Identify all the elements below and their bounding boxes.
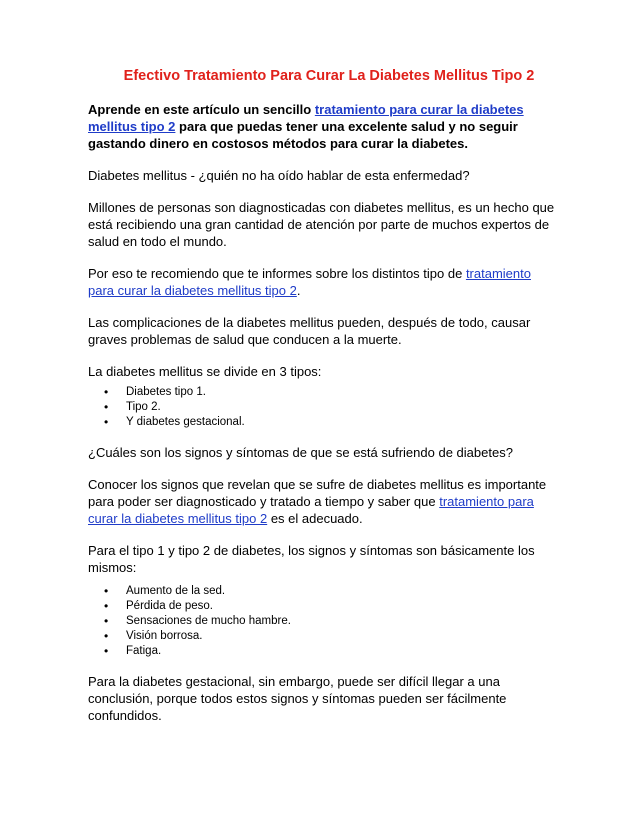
- paragraph-millions: Millones de personas son diagnosticadas con diabetes mellitus, es un hecho que está recibiendo una gran cantidad de atención por parte de muchos expertos de salud en todo el mundo.: [88, 200, 555, 249]
- intro-text-before: Aprende en este artículo un sencillo: [88, 102, 315, 117]
- knowing-text-before: Conocer los signos que revelan que se sufre de diabetes mellitus es importante para poder ser diagnosticado y tratado a tiempo y saber que: [88, 477, 547, 509]
- paragraph-recommend: [88, 265, 560, 299]
- intro-paragraph: [88, 101, 560, 152]
- recommend-treatment-link[interactable]: tratamiento para curar la diabetes mellitus tipo 2: [88, 266, 531, 298]
- paragraph-question: Diabetes mellitus - ¿quién no ha oído hablar de esta enfermedad?: [88, 168, 470, 183]
- knowing-text-after: es el adecuado.: [267, 511, 363, 526]
- paragraph-knowing: [88, 476, 560, 527]
- list-item: • Fatiga.: [88, 644, 560, 659]
- knowing-treatment-link[interactable]: tratamiento para curar la diabetes mellitus tipo 2: [88, 494, 534, 526]
- paragraph-gestational: Para la diabetes gestacional, sin embargo, puede ser difícil llegar a una conclusión, porque todos estos signos y síntomas pueden ser fácilmente confundidos.: [88, 674, 507, 723]
- paragraph-types-intro: La diabetes mellitus se divide en 3 tipos:: [88, 364, 322, 379]
- paragraph-signs-question: ¿Cuáles son los signos y síntomas de que se está sufriendo de diabetes?: [88, 445, 513, 460]
- list-item: • Tipo 2.: [88, 400, 560, 415]
- page-title: Efectivo Tratamiento Para Curar La Diabetes Mellitus Tipo 2: [123, 68, 535, 84]
- paragraph-complications: Las complicaciones de la diabetes mellitus pueden, después de todo, causar graves problemas de salud que conducen a la muerte.: [88, 315, 531, 347]
- list-item: • Y diabetes gestacional.: [88, 415, 560, 430]
- list-item: • Visión borrosa.: [88, 629, 560, 644]
- symptoms-list: [88, 584, 560, 659]
- recommend-text-before: Por eso te recomiendo que te informes sobre los distintos tipo de: [88, 266, 466, 281]
- paragraph-type-symptoms: Para el tipo 1 y tipo 2 de diabetes, los signos y síntomas son básicamente los mismos:: [88, 543, 535, 575]
- types-list: [88, 385, 560, 430]
- document-page: [88, 68, 560, 739]
- list-item: • Diabetes tipo 1.: [88, 385, 560, 400]
- list-item: • Pérdida de peso.: [88, 599, 560, 614]
- list-item: • Aumento de la sed.: [88, 584, 560, 599]
- list-item: • Sensaciones de mucho hambre.: [88, 614, 560, 629]
- recommend-text-after: .: [296, 283, 301, 298]
- intro-text-after: para que puedas tener una excelente salud y no seguir gastando dinero en costosos métodos para curar la diabetes.: [88, 119, 518, 151]
- intro-treatment-link[interactable]: tratamiento para curar la diabetes mellitus tipo 2: [88, 102, 524, 134]
